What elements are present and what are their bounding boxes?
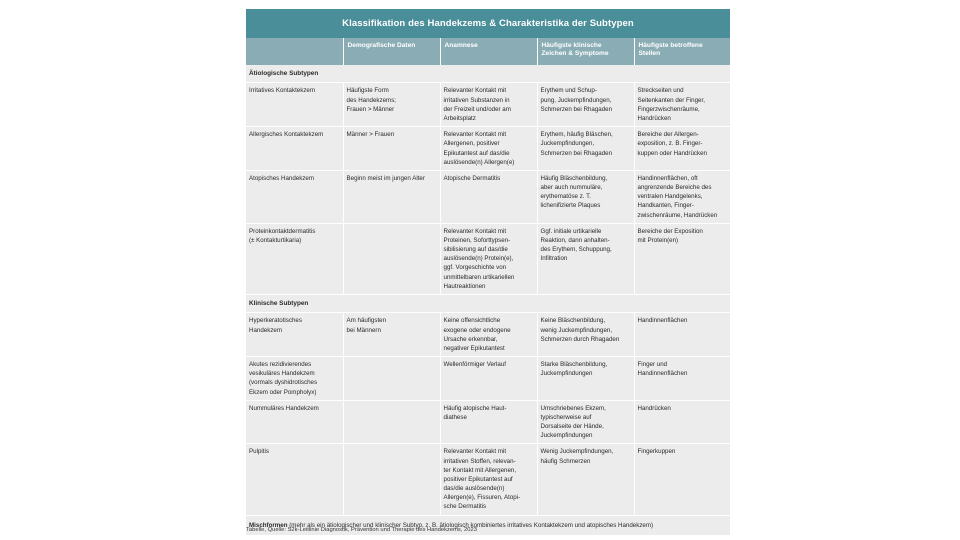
section-heading: Ätiologische Subtypen <box>246 65 730 83</box>
table-cell: Nummuläres Handekzem <box>246 400 343 444</box>
table-cell <box>343 400 440 444</box>
section-heading: Klinische Subtypen <box>246 294 730 312</box>
table-cell: Irritatives Kontaktekzem <box>246 83 343 127</box>
mixforms-text: (mehr als ein ätiologischer und klinischer Subtyp, z. B. ätiologisch kombiniertes irritatives Kontaktekzem und atopisches Handekzem) <box>287 521 654 529</box>
table-cell: Finger und Handinnenflächen <box>634 357 730 401</box>
header-subtype <box>246 38 343 65</box>
table-cell: Fingerkuppen <box>634 444 730 515</box>
table-cell: Wenig Juckempfindungen, häufig Schmerzen <box>537 444 634 515</box>
source-caption: Tabelle, Quelle: S2k-Leitlinie Diagnostik, Prävention und Therapie des Handekzems, 2023 <box>246 527 477 533</box>
table-cell: Atopische Dermatitis <box>440 170 537 223</box>
table-cell: Häufig atopische Haut- diathese <box>440 400 537 444</box>
table-cell: Ggf. initiale urtikarielle Reaktion, dann anhalten- des Erythem, Schuppung, Infiltration <box>537 223 634 294</box>
table-cell: Wellenförmiger Verlauf <box>440 357 537 401</box>
table-cell: Umschriebenes Ekzem, typischerweise auf Dorsalseite der Hände, Juckempfindungen <box>537 400 634 444</box>
table-cell: Relevanter Kontakt mit irritativen Substanzen in der Freizeit und/oder am Arbeitsplatz <box>440 83 537 127</box>
table-cell <box>343 444 440 515</box>
table-cell: Relevanter Kontakt mit irritativen Stoffen, relevan- ter Kontakt mit Allergenen, positiver Epikutantest auf das/die auslösende(n) Allergen(e), Fissuren, Atopi- sche Dermatitis <box>440 444 537 515</box>
header-klinische-zeichen: Häufigste klinische Zeichen & Symptome <box>537 38 634 65</box>
classification-table-container <box>246 9 730 536</box>
table-cell: Häufig Bläschenbildung, aber auch nummuläre, erythematöse z. T. lichenifizierte Plaques <box>537 170 634 223</box>
table-cell <box>343 357 440 401</box>
table-cell: Häufigste Form des Handekzems; Frauen > Männer <box>343 83 440 127</box>
table-cell: Atopisches Handekzem <box>246 170 343 223</box>
table-cell: Proteinkontaktdermatitis (± Kontakturtikaria) <box>246 223 343 294</box>
table-row <box>246 313 730 357</box>
table-cell: Bereiche der Allergen- exposition, z. B. Finger- kuppen oder Handrücken <box>634 127 730 171</box>
table-title: Klassifikation des Handekzems & Charakteristika der Subtypen <box>246 9 730 38</box>
table-cell: Relevanter Kontakt mit Proteinen, Soforttypsen- sibilisierung auf das/die auslösende(n) Protein(e), ggf. Vorgeschichte von unmittelbaren urtikariellen Hautreaktionen <box>440 223 537 294</box>
table-cell: Keine Bläschenbildung, wenig Juckempfindungen, Schmerzen durch Rhagaden <box>537 313 634 357</box>
table-cell <box>343 223 440 294</box>
table-cell: Allergisches Kontaktekzem <box>246 127 343 171</box>
section-row <box>246 294 730 312</box>
table-cell: Akutes rezidivierendes vesikuläres Handekzem (vormals dyshidrotisches Ekzem oder Pompholyx) <box>246 357 343 401</box>
mixforms-label: Mischformen <box>249 521 288 529</box>
table-row <box>246 170 730 223</box>
table-cell: Am häufigsten bei Männern <box>343 313 440 357</box>
table-cell: Handinnenflächen <box>634 313 730 357</box>
classification-table <box>246 38 730 536</box>
header-anamnese: Anamnese <box>440 38 537 65</box>
table-cell: Erythem und Schup- pung, Juckempfindungen, Schmerzen bei Rhagaden <box>537 83 634 127</box>
table-cell: Starke Bläschenbildung, Juckempfindungen <box>537 357 634 401</box>
table-cell: Beginn meist im jungen Alter <box>343 170 440 223</box>
table-row <box>246 444 730 515</box>
table-row <box>246 400 730 444</box>
header-betroffene-stellen: Häufigste betroffene Stellen <box>634 38 730 65</box>
table-cell: Hyperkeratotisches Handekzem <box>246 313 343 357</box>
table-cell: Bereiche der Exposition mit Protein(en) <box>634 223 730 294</box>
section-row <box>246 65 730 83</box>
header-row <box>246 38 730 65</box>
table-row <box>246 223 730 294</box>
table-cell: Erythem, häufig Bläschen, Juckempfindungen, Schmerzen bei Rhagaden <box>537 127 634 171</box>
table-row <box>246 127 730 171</box>
table-cell: Streckseiten und Seitenkanten der Finger, Fingerzwischenräume, Handrücken <box>634 83 730 127</box>
table-body <box>246 65 730 535</box>
table-cell: Handinnenflächen, oft angrenzende Bereiche des ventralen Handgelenks, Handkanten, Finger- zwischenräume, Handrücken <box>634 170 730 223</box>
table-cell: Handrücken <box>634 400 730 444</box>
header-demografische-daten: Demografische Daten <box>343 38 440 65</box>
table-cell: Pulpitis <box>246 444 343 515</box>
table-row <box>246 357 730 401</box>
table-cell: Relevanter Kontakt mit Allergenen, positiver Epikutantest auf das/die auslösende(n) Allergen(e) <box>440 127 537 171</box>
table-row <box>246 83 730 127</box>
table-cell: Männer > Frauen <box>343 127 440 171</box>
table-cell: Keine offensichtliche exogene oder endogene Ursache erkennbar, negativer Epikutantest <box>440 313 537 357</box>
